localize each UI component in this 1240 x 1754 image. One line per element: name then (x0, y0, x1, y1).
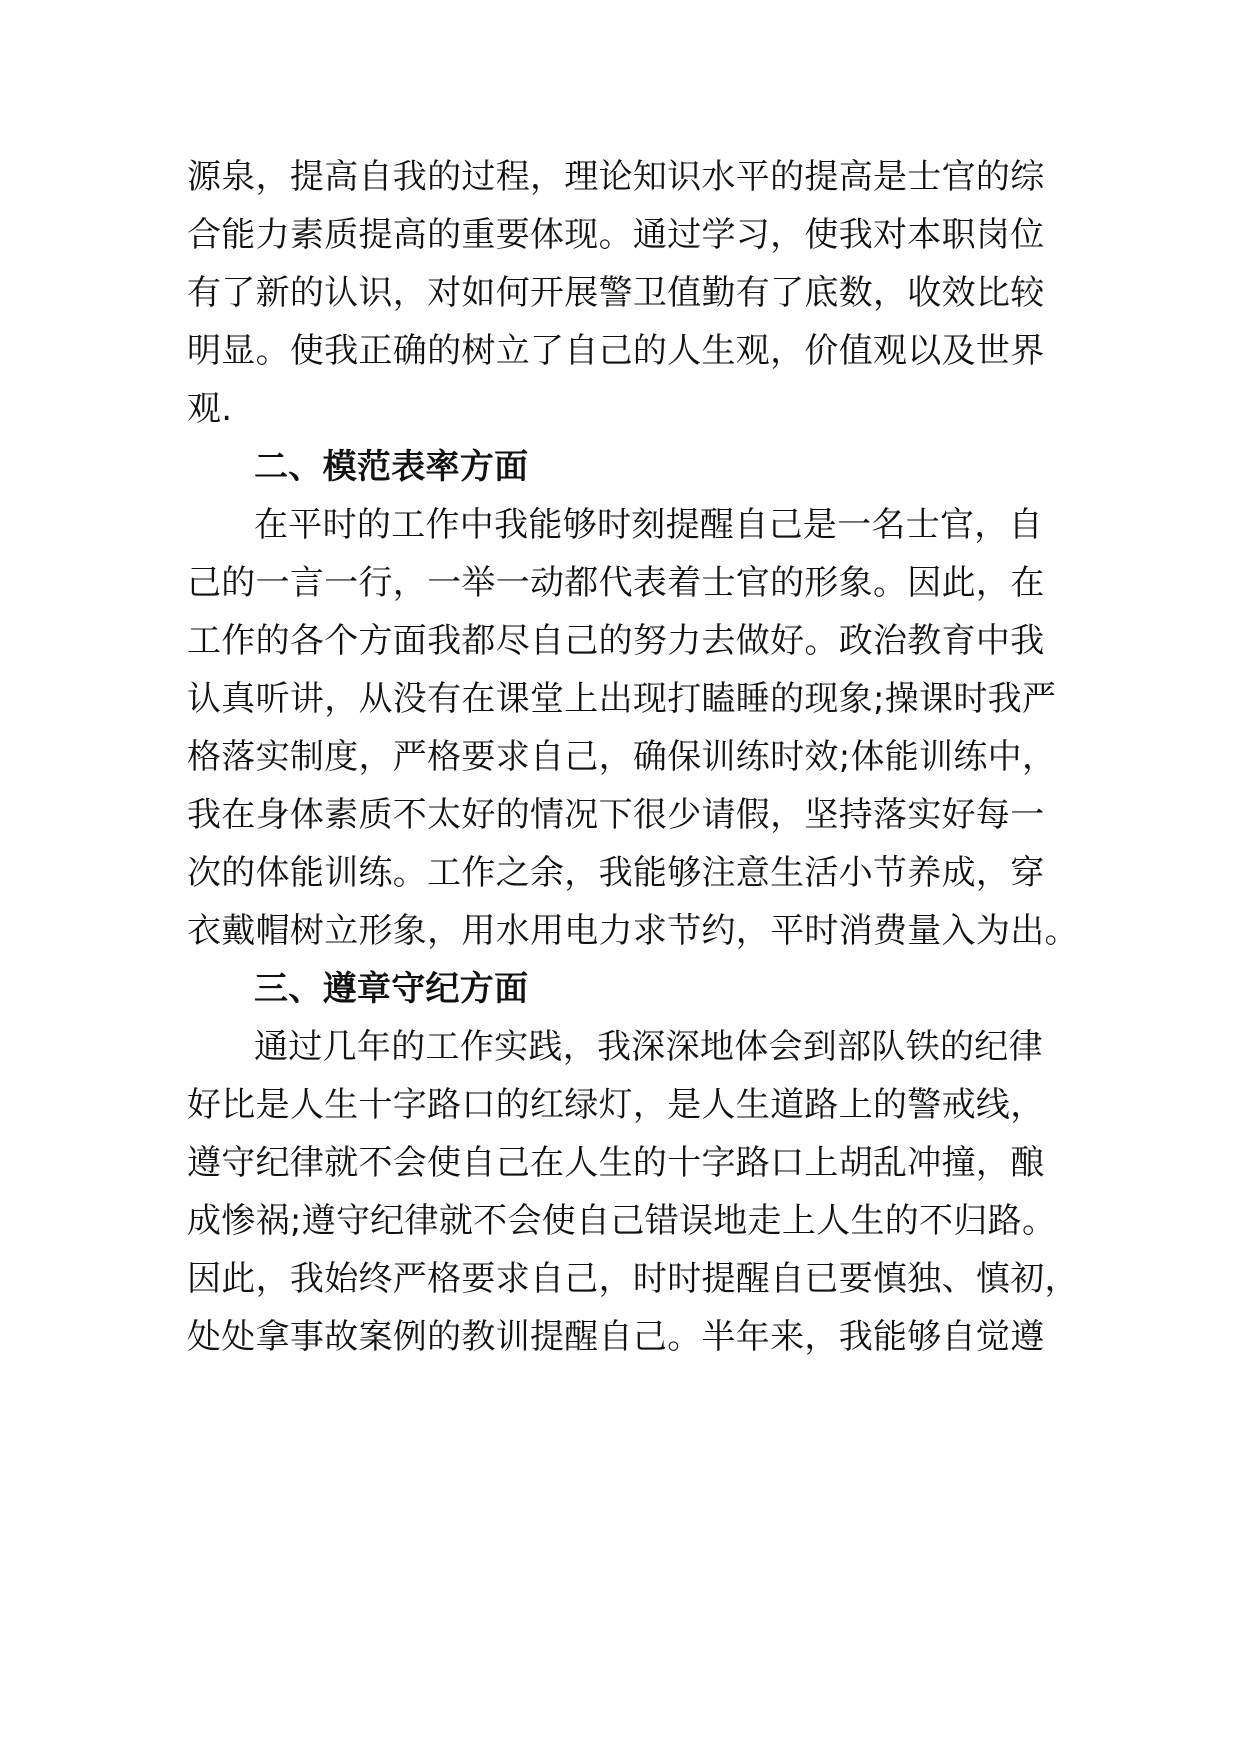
paragraph-2-line-2: 己的一言一行，一举一动都代表着士官的形象。因此，在 (187, 563, 1045, 603)
paragraph-2-line-1: 在平时的工作中我能够时刻提醒自己是一名士官，自 (254, 505, 1043, 545)
paragraph-3-line-5: 因此，我始终严格要求自己，时时提醒自已要慎独、慎初， (187, 1259, 1079, 1299)
paragraph-3-line-1: 通过几年的工作实践，我深深地体会到部队铁的纪律 (254, 1027, 1043, 1067)
paragraph-2-line-8: 衣戴帽树立形象，用水用电力求节约，平时消费量入为出。 (187, 911, 1079, 951)
paragraph-2-line-6: 我在身体素质不太好的情况下很少请假，坚持落实好每一 (187, 795, 1045, 835)
paragraph-2-line-4: 认真听讲，从没有在课堂上出现打瞌睡的现象;操课时我严 (187, 679, 1057, 719)
paragraph-3-line-2: 好比是人生十字路口的红绿灯，是人生道路上的警戒线， (187, 1085, 1045, 1125)
paragraph-1-line-3: 有了新的认识，对如何开展警卫值勤有了底数，收效比较 (187, 273, 1045, 313)
section-heading-model: 二、模范表率方面 (254, 447, 529, 487)
paragraph-1-line-1: 源泉，提高自我的过程，理论知识水平的提高是士官的综 (187, 157, 1045, 197)
paragraph-3-line-3: 遵守纪律就不会使自己在人生的十字路口上胡乱冲撞，酿 (187, 1143, 1045, 1183)
paragraph-3-line-4: 成惨祸;遵守纪律就不会使自己错误地走上人生的不归路。 (187, 1201, 1057, 1241)
paragraph-1-line-5: 观. (187, 389, 233, 429)
paragraph-2-line-7: 次的体能训练。工作之余，我能够注意生活小节养成，穿 (187, 853, 1045, 893)
paragraph-2-line-5: 格落实制度，严格要求自己，确保训练时效;体能训练中， (187, 737, 1057, 777)
paragraph-1-line-4: 明显。使我正确的树立了自己的人生观，价值观以及世界 (187, 331, 1045, 371)
paragraph-2-line-3: 工作的各个方面我都尽自己的努力去做好。政治教育中我 (187, 621, 1045, 661)
section-heading-discipline: 三、遵章守纪方面 (254, 969, 529, 1009)
paragraph-3-line-6: 处处拿事故案例的教训提醒自己。半年来，我能够自觉遵 (187, 1317, 1045, 1357)
paragraph-1-line-2: 合能力素质提高的重要体现。通过学习，使我对本职岗位 (187, 215, 1045, 255)
